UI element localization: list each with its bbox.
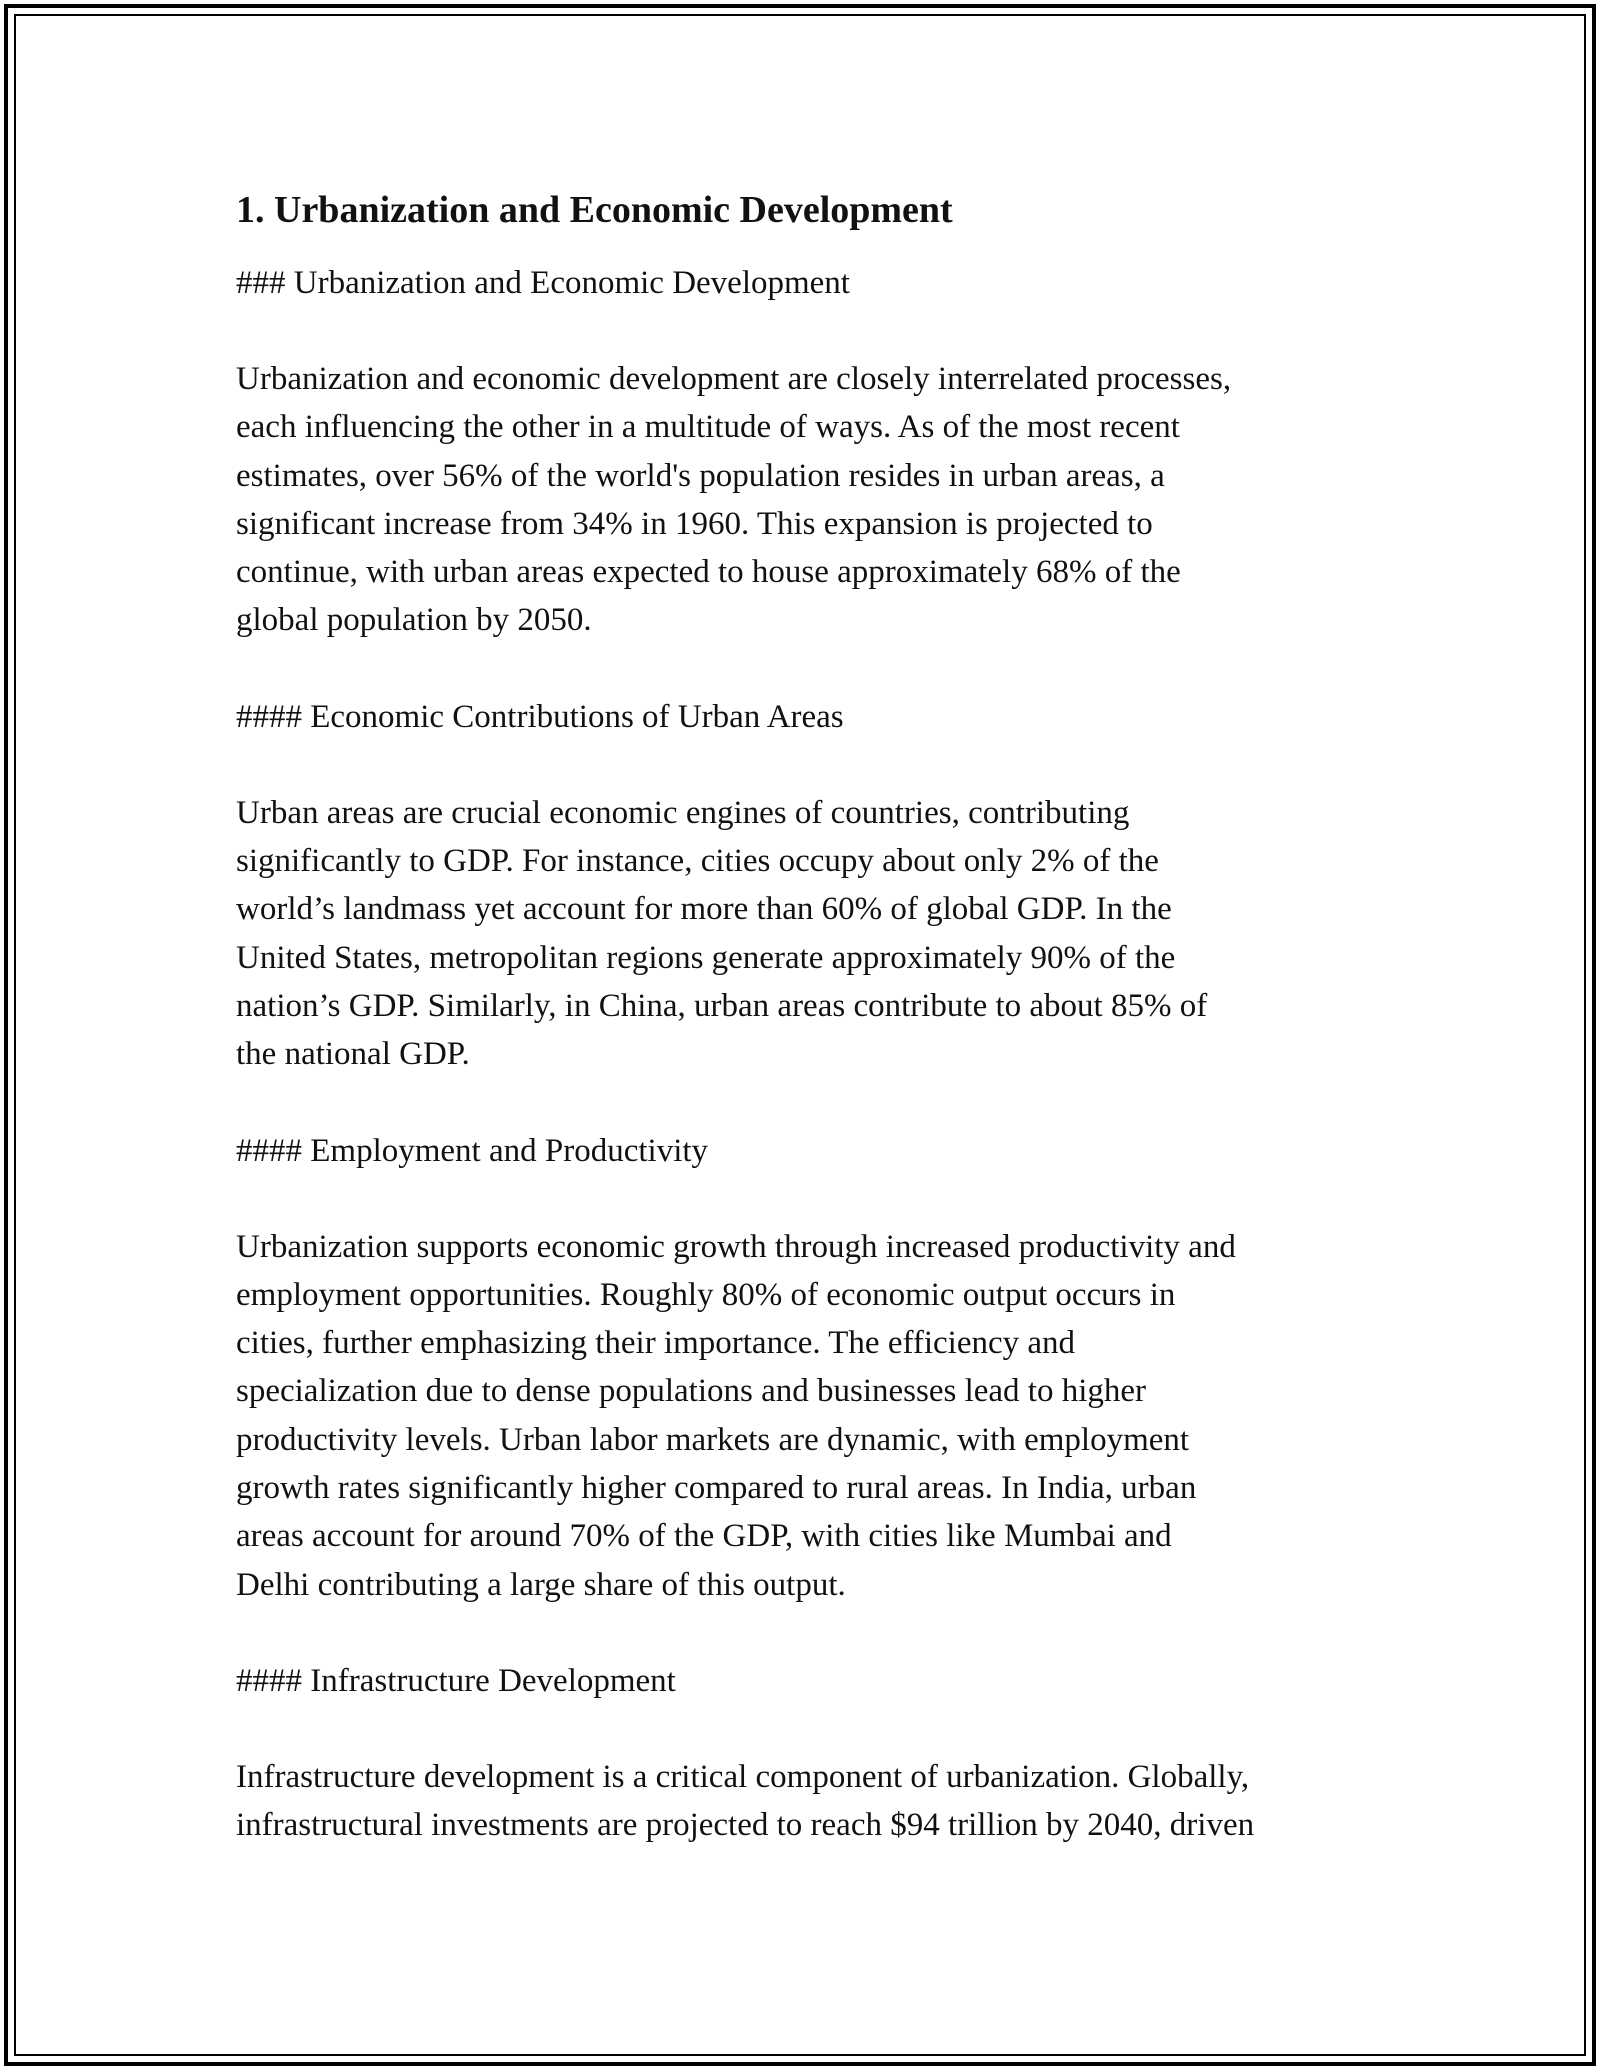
paragraph-line: the national GDP. bbox=[236, 1036, 470, 1073]
paragraph-line: Infrastructure development is a critical component of urbanization. Globally, bbox=[236, 1758, 1250, 1795]
paragraph-line: each influencing the other in a multitude of ways. As of the most recent bbox=[236, 409, 1180, 446]
paragraph-line: infrastructural investments are projected to reach $94 trillion by 2040, driven bbox=[236, 1807, 1255, 1844]
paragraph-line: cities, further emphasizing their importance. The efficiency and bbox=[236, 1325, 1076, 1362]
paragraph-line: Urban areas are crucial economic engines of countries, contributing bbox=[236, 794, 1130, 831]
paragraph-line: United States, metropolitan regions generate approximately 90% of the bbox=[236, 939, 1176, 976]
paragraph-line: employment opportunities. Roughly 80% of economic output occurs in bbox=[236, 1276, 1176, 1313]
paragraph-line: significantly to GDP. For instance, cities occupy about only 2% of the bbox=[236, 843, 1159, 880]
paragraph-line: Urbanization and economic development are closely interrelated processes, bbox=[236, 361, 1232, 397]
paragraph-line: estimates, over 56% of the world's population resides in urban areas, a bbox=[236, 457, 1165, 494]
subsection-heading: #### Economic Contributions of Urban Areas bbox=[236, 698, 844, 735]
paragraph-line: areas account for around 70% of the GDP, with cities like Mumbai and bbox=[236, 1518, 1172, 1555]
section-heading: ### Urbanization and Economic Development bbox=[236, 265, 850, 301]
paragraph-line: specialization due to dense populations and businesses lead to higher bbox=[236, 1373, 1147, 1410]
paragraph bbox=[236, 789, 1396, 1079]
subsection-heading: #### Employment and Productivity bbox=[236, 1132, 709, 1169]
paragraph-line: Delhi contributing a large share of this output. bbox=[236, 1566, 846, 1603]
subsection-heading: #### Infrastructure Development bbox=[236, 1662, 676, 1699]
paragraph-line: world’s landmass yet account for more than 60% of global GDP. In the bbox=[236, 891, 1172, 928]
document-title: 1. Urbanization and Economic Development bbox=[236, 189, 953, 231]
paragraph-line: continue, with urban areas expected to house approximately 68% of the bbox=[236, 554, 1181, 591]
paragraph-line: productivity levels. Urban labor markets are dynamic, with employment bbox=[236, 1421, 1190, 1458]
document-body bbox=[236, 185, 1396, 1898]
paragraph-line: growth rates significantly higher compared to rural areas. In India, urban bbox=[236, 1470, 1197, 1507]
paragraph-line: global population by 2050. bbox=[236, 602, 592, 639]
paragraph-line: nation’s GDP. Similarly, in China, urban areas contribute to about 85% of bbox=[236, 987, 1208, 1024]
paragraph bbox=[236, 1753, 1396, 1850]
paragraph bbox=[236, 355, 1396, 645]
paragraph-line: significant increase from 34% in 1960. This expansion is projected to bbox=[236, 505, 1153, 542]
paragraph bbox=[236, 1223, 1396, 1609]
paragraph-line: Urbanization supports economic growth through increased productivity and bbox=[236, 1228, 1236, 1265]
